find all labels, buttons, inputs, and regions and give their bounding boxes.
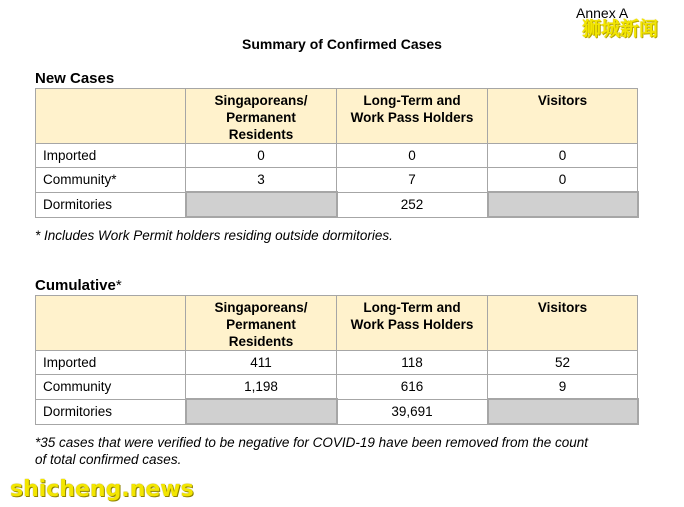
cell-visitors: 52 xyxy=(488,351,638,375)
table-header-row xyxy=(36,89,638,144)
table-row xyxy=(36,375,638,400)
cell-long-term: 7 xyxy=(337,168,488,193)
table-row xyxy=(36,144,638,168)
header-long-term xyxy=(337,89,488,144)
row-label: Community* xyxy=(36,168,186,193)
header-singaporeans xyxy=(186,296,337,351)
footnote-line: of total confirmed cases. xyxy=(35,452,182,467)
cell-long-term: 0 xyxy=(337,144,488,168)
table-row xyxy=(36,192,638,217)
shaded-cell xyxy=(488,192,638,217)
header-label: Visitors xyxy=(537,300,588,315)
header-label: Visitors xyxy=(537,93,588,108)
cell-singaporeans: 411 xyxy=(186,351,337,375)
cumulative-table xyxy=(35,295,639,425)
row-label: Dormitories xyxy=(36,399,186,424)
header-visitors xyxy=(488,296,638,351)
cumulative-title: Cumulative xyxy=(35,277,116,294)
new-cases-footnote: * Includes Work Permit holders residing outside dormitories. xyxy=(35,228,393,243)
cumulative-title-mark: * xyxy=(115,277,122,294)
cell-visitors: 0 xyxy=(488,144,638,168)
header-visitors xyxy=(488,89,638,144)
row-label: Imported xyxy=(36,144,186,168)
header-label: Long-Term and Work Pass Holders xyxy=(350,300,474,332)
shaded-cell xyxy=(488,399,638,424)
shaded-cell xyxy=(186,192,337,217)
annex-label: Annex A xyxy=(576,5,629,21)
cell-long-term: 616 xyxy=(337,375,488,400)
new-cases-heading xyxy=(35,70,114,87)
row-label: Community xyxy=(36,375,186,400)
new-cases-title: New Cases xyxy=(35,70,115,87)
row-label: Dormitories xyxy=(36,192,186,217)
watermark-logo: shicheng.news xyxy=(10,477,194,502)
cell-visitors: 0 xyxy=(488,168,638,193)
cell-visitors: 9 xyxy=(488,375,638,400)
header-corner-cell xyxy=(36,296,186,351)
new-cases-table xyxy=(35,88,639,218)
table-row xyxy=(36,399,638,424)
cell-singaporeans: 3 xyxy=(186,168,337,193)
table-row xyxy=(36,351,638,375)
row-label: Imported xyxy=(36,351,186,375)
table-header-row xyxy=(36,296,638,351)
table-row xyxy=(36,168,638,193)
cell-long-term: 118 xyxy=(337,351,488,375)
document-title: Summary of Confirmed Cases xyxy=(242,36,442,52)
cumulative-heading xyxy=(35,277,122,294)
cell-singaporeans: 1,198 xyxy=(186,375,337,400)
header-corner-cell xyxy=(36,89,186,144)
header-label: Long-Term and Work Pass Holders xyxy=(350,93,474,125)
shaded-cell xyxy=(186,399,337,424)
header-label: Singaporeans/ Permanent Residents xyxy=(214,93,308,142)
site-logo: 狮城新闻 xyxy=(582,18,659,40)
cell-long-term: 252 xyxy=(337,192,488,217)
header-singaporeans xyxy=(186,89,337,144)
cell-singaporeans: 0 xyxy=(186,144,337,168)
cumulative-footnote xyxy=(35,434,588,468)
header-long-term xyxy=(337,296,488,351)
header-label: Singaporeans/ Permanent Residents xyxy=(214,300,308,349)
footnote-line: *35 cases that were verified to be negative for COVID-19 have been removed from the count xyxy=(35,435,589,450)
cell-long-term: 39,691 xyxy=(337,399,488,424)
